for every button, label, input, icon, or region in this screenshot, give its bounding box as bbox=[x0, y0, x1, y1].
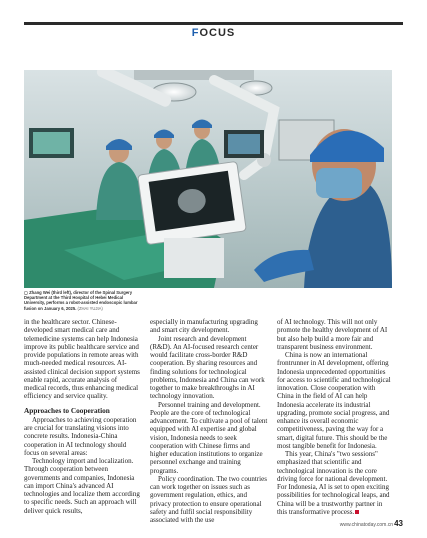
section-header-rest: OCUS bbox=[199, 27, 236, 39]
final-paragraph bbox=[277, 450, 392, 516]
photo-caption bbox=[24, 290, 142, 311]
caption-marker: ▢ bbox=[24, 290, 30, 295]
caption-text: Zhang Wei (third left), director of the Spinal Surgery Department at the Third Hospital of Hebei Medical University, performs a robot-assisted endoscopic lumbar fusion on January 6, 2025. bbox=[24, 290, 138, 311]
top-rule bbox=[24, 22, 403, 25]
article-column-2 bbox=[150, 318, 268, 524]
page-number: 43 bbox=[394, 519, 403, 528]
paragraph: of AI technology. This will not only promote the healthy development of AI but also help build a more fair and transparent business environment. bbox=[277, 318, 388, 351]
paragraph: China is now an international frontrunner in AI development, offering Indonesia unprecedented opportunities for access to scientific and technological innovation. Close cooperation with China in the field of AI can help Indonesia accelerate its industrial upgrading, promote social progress, and enhance its overall economic competitiveness, paving the way for a smart, digital future. This should be the most tangible benefit for Indonesia. bbox=[277, 351, 391, 450]
section-header-first-letter: F bbox=[191, 27, 200, 39]
article-column-3 bbox=[277, 318, 392, 516]
surgery-photo bbox=[24, 70, 392, 288]
paragraph: Personnel training and development. People are the core of technological advancement. To cultivate a pool of talent equipped with AI expertise and global vision, Indonesia needs to seek cooperation with Chinese firms and higher education institutions to organize personnel exchange and training programs. bbox=[150, 400, 268, 475]
paragraph: Policy coordination. The two countries can work together on issues such as government regulation, ethics, and privacy protection to ensure operational safety and fulfil social responsibility associated with the use bbox=[150, 474, 267, 524]
footer-url[interactable]: www.chinatoday.com.cn bbox=[339, 522, 393, 528]
paragraph: in the healthcare sector. Chinese-developed smart medical care and telemedicine systems can help Indonesia improve its public healthcare service and provide populations in remote areas with much-needed medical resources. AI-assisted clinical decision support systems enable rapid, accurate analysis of medical records, thus enhancing medical efficiency and service quality. bbox=[24, 318, 140, 401]
paragraph: Joint research and development (R&D). An AI-focused research center would facilitate cross-border R&D cooperation. By sharing resources and finding solutions for technological problems, Indonesia and China can work together to make breakthroughs in AI technology innovation. bbox=[150, 334, 265, 401]
paragraph: Approaches to achieving cooperation are crucial for translating visions into concrete results. Indonesia-China cooperation in AI technology should focus on several areas: bbox=[24, 415, 137, 457]
subheading: Approaches to Cooperation bbox=[24, 405, 110, 415]
end-mark-icon bbox=[355, 510, 359, 514]
paragraph: especially in manufacturing upgrading and smart city development. bbox=[150, 318, 258, 335]
paragraph-text: This year, China's "two sessions" emphasized that scientific and technological innovation is the core driving force for national development. For Indonesia, AI is set to open exciting possibilities for technological leaps, and China will be a trustworthy partner in this transformative process. bbox=[277, 450, 390, 516]
section-header bbox=[0, 27, 427, 39]
article-column-1 bbox=[24, 318, 140, 515]
paragraph: Technology import and localization. Through cooperation between governments and companies, Indonesia can import China's advanced AI technologies and localize them according to specific needs. Such an approach will deliver quick results, bbox=[24, 457, 140, 515]
photo-credit: (ZHAI YUJIA) bbox=[77, 305, 103, 311]
